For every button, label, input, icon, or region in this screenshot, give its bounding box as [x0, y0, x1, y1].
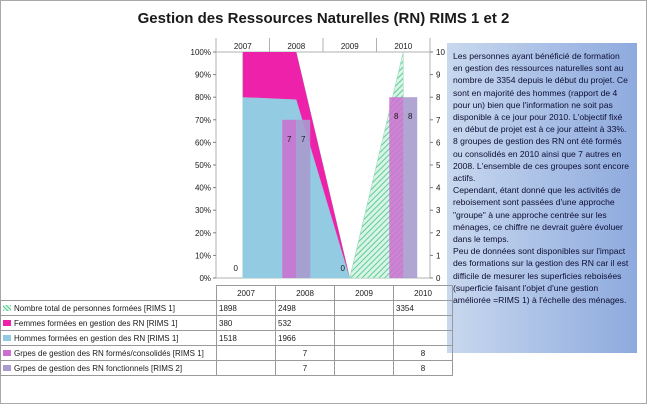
table-row: [1, 331, 453, 346]
row-label: [1, 331, 217, 346]
left-tick-label: 50%: [194, 161, 211, 170]
row-label: [1, 361, 217, 376]
table-row: [1, 361, 453, 376]
table-cell: [217, 361, 276, 376]
table-cell: 7: [276, 361, 335, 376]
table-cell: [394, 331, 453, 346]
right-tick-label: 2: [436, 228, 441, 238]
legend-swatch: [3, 365, 11, 371]
table-cell: [335, 331, 394, 346]
series-name: Nombre total de personnes formées [RIMS 1]: [14, 303, 175, 313]
left-tick-label: 60%: [194, 138, 211, 148]
right-tick-label: 9: [436, 70, 441, 80]
table-cell: [335, 361, 394, 376]
table-cell: 1966: [276, 331, 335, 346]
commentary-text: Les personnes ayant bénéficié de formation en gestion des ressources naturelles sont au nombre de 3354 depuis le début du projet. Ce sont en majorité des hommes (rapport de 4 pour un) bien que l'information ne soit pas disponible à ce jour pour 2010. L'objectif fixé en début de projet est à ce jour atteint à 33%. 8 groupes de gestion des RN ont été formés ou consolidés en 2010 ainsi que 7 autres en 2008. L'ensemble de ces groupes sont encore actifs. Cependant, étant donné que les activités de reboisement sont passées d'une approche "groupe" à une approche centrée sur les ménages, ce chiffre ne devrait guère évoluer dans le temps. Peu de données sont disponibles sur l'impact des formations sur la gestion des RN car il est difficile de mesurer les superficies reboisées (superficie faisant l'objet d'une gestion améliorée =RIMS 1) à l'échelle des ménages.: [447, 43, 637, 353]
left-tick-label: 30%: [194, 206, 211, 216]
data-table: [0, 285, 453, 376]
left-tick-label: 80%: [194, 93, 211, 103]
right-tick-label: 6: [436, 138, 441, 148]
right-tick-label: 1: [436, 251, 441, 261]
bar-label-groups-formed: 7: [287, 134, 292, 144]
right-tick-label: 5: [436, 161, 441, 170]
table-header-row: [1, 286, 453, 301]
right-tick-label: 10: [436, 48, 445, 57]
table-cell: 7: [276, 346, 335, 361]
left-tick-label: 70%: [194, 115, 211, 125]
bar-label-groups-formed: 0: [340, 264, 345, 273]
bar-label-groups-functional: 8: [408, 112, 413, 122]
left-tick-label: 10%: [194, 251, 211, 261]
table-col-header: 2008: [276, 286, 335, 301]
bar-groups-formed: [389, 97, 403, 278]
bar-label-groups-formed: 0: [233, 264, 238, 273]
table-row: [1, 346, 453, 361]
right-tick-label: 4: [436, 183, 441, 193]
legend-swatch: [3, 350, 11, 356]
left-tick-label: 100%: [190, 48, 211, 57]
table-col-header: 2010: [394, 286, 453, 301]
category-label-top: 2009: [340, 42, 359, 51]
table-cell: 1518: [217, 331, 276, 346]
table-cell: 1898: [217, 301, 276, 316]
row-label: [1, 301, 217, 316]
series-name: Hommes formées en gestion des RN [RIMS 1]: [14, 333, 179, 343]
table-cell: [335, 316, 394, 331]
legend-swatch: [3, 305, 11, 311]
table-col-header: 2007: [217, 286, 276, 301]
table-cell: 2498: [276, 301, 335, 316]
table-cell: [335, 346, 394, 361]
chart-title: Gestion des Ressources Naturelles (RN) RIMS 1 et 2: [137, 10, 510, 27]
category-label-top: 2010: [394, 42, 413, 51]
right-tick-label: 8: [436, 93, 441, 103]
table-row: [1, 301, 453, 316]
table-cell: [217, 346, 276, 361]
bar-label-groups-formed: 8: [394, 112, 399, 122]
legend-swatch: [3, 335, 11, 341]
bar-label-groups-functional: 7: [301, 134, 306, 144]
legend-swatch: [3, 320, 11, 326]
left-tick-label: 0%: [199, 274, 211, 283]
row-label: [1, 346, 217, 361]
table-cell: 532: [276, 316, 335, 331]
table-cell: 3354: [394, 301, 453, 316]
right-tick-label: 3: [436, 206, 441, 216]
right-tick-label: 0: [436, 274, 441, 283]
table-corner: [1, 286, 217, 301]
left-tick-label: 40%: [194, 183, 211, 193]
table-cell: [394, 316, 453, 331]
table-cell: [335, 301, 394, 316]
table-col-header: 2009: [335, 286, 394, 301]
series-name: Grpes de gestion des RN fonctionnels [RIMS 2]: [14, 363, 183, 373]
bar-groups-functional: [403, 97, 417, 278]
category-label-top: 2007: [233, 42, 252, 51]
row-label: [1, 316, 217, 331]
table-cell: 8: [394, 346, 453, 361]
table-cell: 8: [394, 361, 453, 376]
right-tick-label: 7: [436, 115, 441, 125]
series-name: Femmes formées en gestion des RN [RIMS 1]: [14, 318, 178, 328]
table-row: [1, 316, 453, 331]
left-tick-label: 90%: [194, 70, 211, 80]
series-name: Grpes de gestion des RN formés/consolidés [RIMS 1]: [14, 348, 204, 358]
left-tick-label: 20%: [194, 228, 211, 238]
category-label-top: 2008: [287, 42, 306, 51]
table-cell: 380: [217, 316, 276, 331]
